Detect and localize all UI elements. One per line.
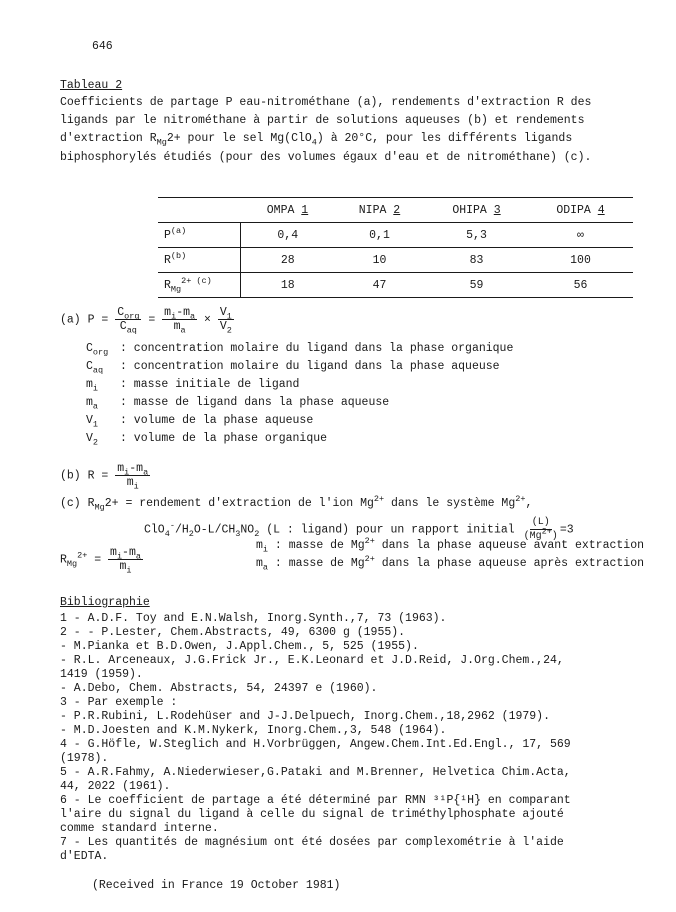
caption-line: ligands par le nitrométhane à partir de solutions aqueuses (b) et rendements [60, 114, 585, 127]
bibliography-line: (1978). [60, 752, 109, 765]
bibliography-line: 4 - G.Höfle, W.Steglich and H.Vorbrüggen, Angew.Chem.Int.Ed.Engl., 17, 569 [60, 738, 571, 751]
definition: $V_1$ : volume de la phase aqueuse [86, 414, 314, 430]
table-cell: 100 [529, 248, 633, 273]
ma-definition: $m_a$ : masse de $Mg^{2+}$ dans la phase aqueuse après extraction [256, 554, 644, 573]
definition: $m_i$ : masse initiale de ligand [86, 378, 300, 394]
table-cell: ∞ [529, 223, 633, 248]
partition-table [158, 197, 633, 298]
table-row [158, 273, 633, 298]
received-date: (Received in France 19 October 1981) [92, 879, 341, 892]
table-cell: 10 [335, 248, 425, 273]
mi-definition: $m_i$ : masse de $Mg^{2+}$ dans la phase aqueuse avant extraction [256, 536, 644, 555]
bibliography-line: - M.Pianka et B.D.Owen, J.Appl.Chem., 5, 525 (1955). [60, 640, 419, 653]
formula-c-rmg: $R_{Mg}^{2+}$ = $\frac{m_i-m_a}{m_i}$ [60, 546, 141, 576]
definition: $C_{org}$ : concentration molaire du ligand dans la phase organique [86, 342, 514, 358]
bibliography-line: 7 - Les quantités de magnésium ont été dosées par complexométrie à l'aide [60, 836, 564, 849]
table-cell: 0,1 [335, 223, 425, 248]
bibliography-line: d'EDTA. [60, 850, 109, 863]
col-header: OMPA 1 [241, 198, 335, 223]
table-label: Tableau 2 [60, 79, 123, 92]
bibliography-title: Bibliographie [60, 596, 150, 609]
bibliography-line: 2 - - P.Lester, Chem.Abstracts, 49, 6300 g (1955). [60, 626, 406, 639]
bibliography-line: comme standard interne. [60, 822, 219, 835]
caption-line: biphosphorylés étudiés (pour des volumes égaux d'eau et de nitrométhane) (c). [60, 151, 592, 164]
table-cell: 0,4 [241, 223, 335, 248]
table-cell: 56 [529, 273, 633, 298]
bibliography-line: 3 - Par exemple : [60, 696, 178, 709]
table-cell: 5,3 [425, 223, 529, 248]
formula-b: (b) R = $\frac{m_i-m_a}{m_i}$ [60, 462, 149, 492]
page-number: 646 [92, 40, 113, 53]
table-row [158, 248, 633, 273]
bibliography-line: 6 - Le coefficient de partage a été déterminé par RMN ³¹P{¹H} en comparant [60, 794, 571, 807]
col-header: NIPA 2 [335, 198, 425, 223]
formula-c-line1: (c) $R_{Mg}2+$ = rendement d'extraction de l'ion $Mg^{2+}$ dans le système $Mg^{2+}$, [60, 494, 533, 513]
bibliography-line: 1 - A.D.F. Toy and E.N.Walsh, Inorg.Synth.,7, 73 (1963). [60, 612, 447, 625]
bibliography-line: l'aire du signal du ligand à celle du signal de triméthylphosphate ajouté [60, 808, 564, 821]
bibliography-line: - A.Debo, Chem. Abstracts, 54, 24397 e (1960). [60, 682, 378, 695]
bibliography-line: 44, 2022 (1961). [60, 780, 171, 793]
table-cell: 28 [241, 248, 335, 273]
table-header-row [158, 198, 633, 223]
caption-line: Coefficients de partage P eau-nitrométhane (a), rendements d'extraction R des [60, 96, 592, 109]
bibliography-line: 1419 (1959). [60, 668, 143, 681]
col-header: OHIPA 3 [425, 198, 529, 223]
col-header: ODIPA 4 [529, 198, 633, 223]
bibliography-line: 5 - A.R.Fahmy, A.Niederwieser,G.Pataki and M.Brenner, Helvetica Chim.Acta, [60, 766, 571, 779]
definition: $m_a$ : masse de ligand dans la phase aqueuse [86, 396, 390, 412]
bibliography-line: - M.D.Joesten and K.M.Nykerk, Inorg.Chem.,3, 548 (1964). [60, 724, 447, 737]
row-label: $R_{Mg}^{2+ (c)}$ [158, 273, 241, 298]
table-cell: 83 [425, 248, 529, 273]
bibliography-line: - P.R.Rubini, L.Rodehüser and J-J.Delpuech, Inorg.Chem.,18,2962 (1979). [60, 710, 550, 723]
definition: $C_{aq}$ : concentration molaire du ligand dans la phase aqueuse [86, 360, 500, 376]
formula-a: (a) P = $\frac{C_{org}}{C_{aq}}$ = $\frac{m_i-m_a}{m_a}$ × $\frac{V_1}{V_2}$ [60, 306, 232, 336]
definition: $V_2$ : volume de la phase organique [86, 432, 328, 448]
table-cell: 47 [335, 273, 425, 298]
table-cell: 59 [425, 273, 529, 298]
caption-line: d'extraction $R_{Mg}2+$ pour le sel Mg(ClO$_4$) à 20°C, pour les différents ligands [60, 132, 573, 148]
row-label: $P^{(a)}$ [158, 223, 241, 248]
table-row [158, 223, 633, 248]
row-label: $R^{(b)}$ [158, 248, 241, 273]
bibliography-line: - R.L. Arceneaux, J.G.Frick Jr., E.K.Leonard et J.D.Reid, J.Org.Chem.,24, [60, 654, 564, 667]
table-cell: 18 [241, 273, 335, 298]
formula-c-line2: $ClO_4^-/H_2O-L/CH_3NO_2$ (L : ligand) pour un rapport initial $\frac{(L)}{(Mg^{2+})}$ =3 [144, 517, 574, 542]
